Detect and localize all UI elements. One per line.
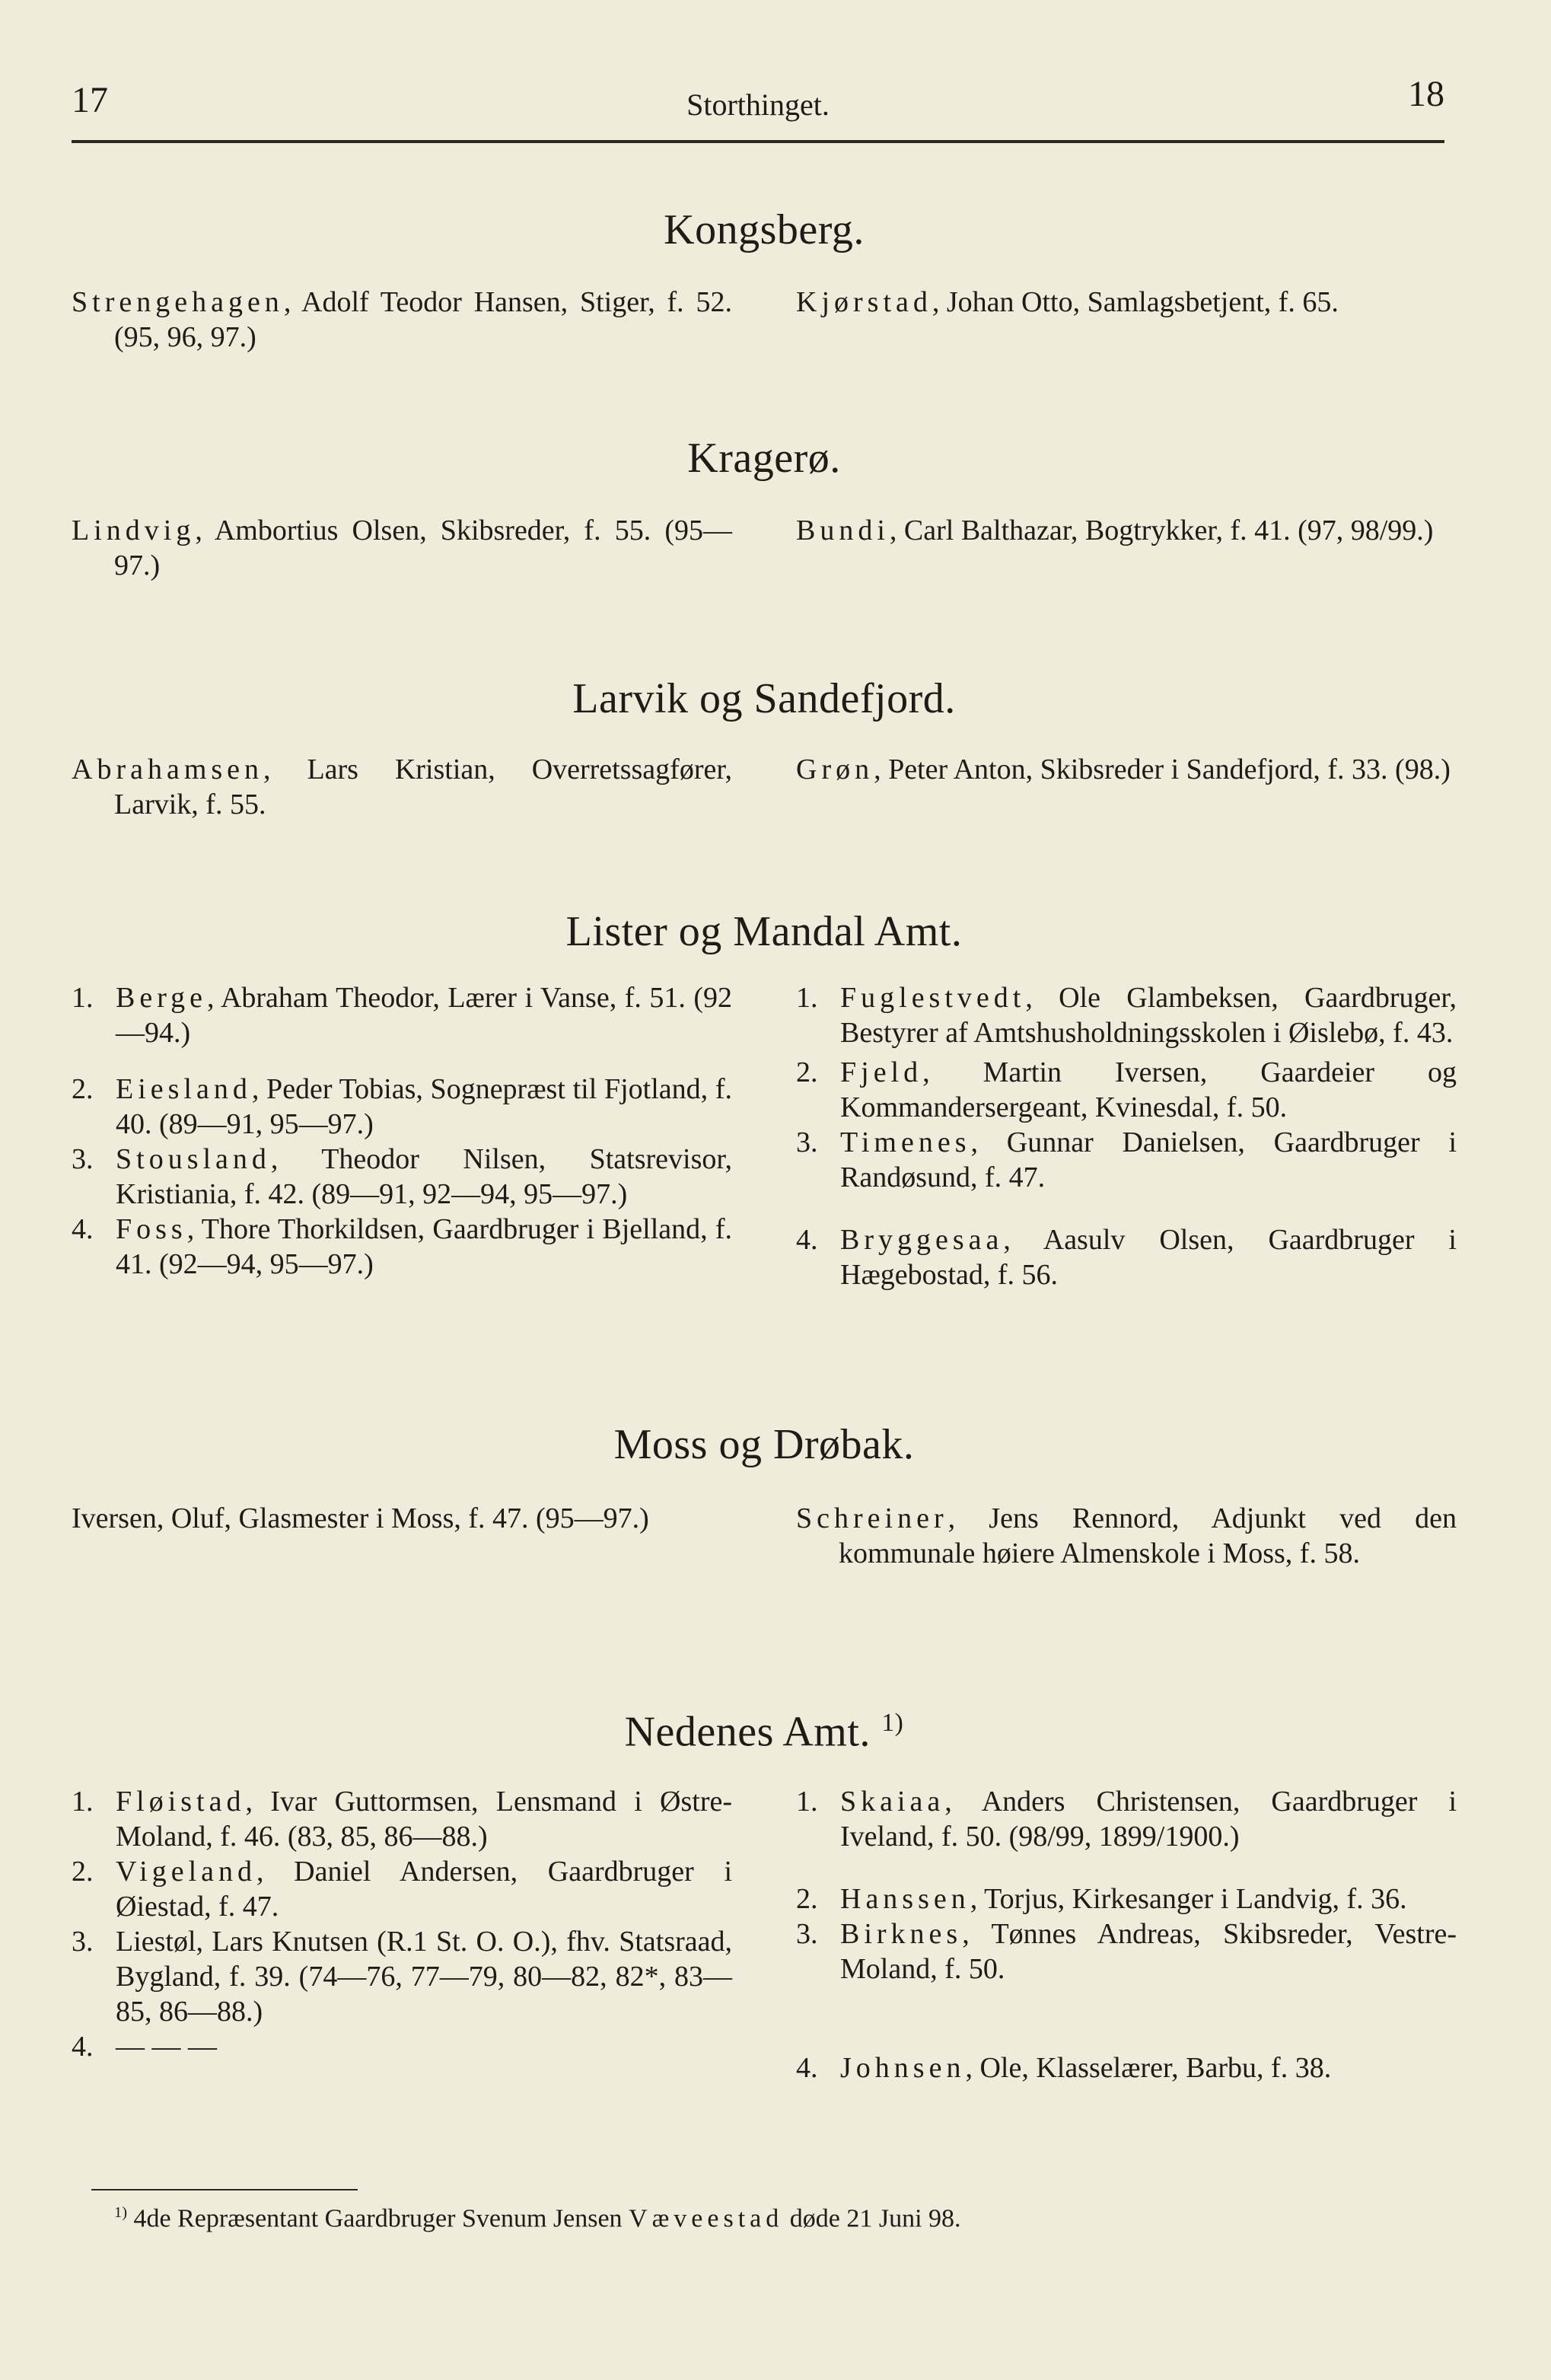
- entry: [796, 980, 1457, 1050]
- footnote: [114, 2204, 961, 2233]
- member-details: , Torjus, Kirkesanger i Landvig, f. 36.: [970, 1882, 1407, 1915]
- member-name: Grøn: [796, 754, 874, 785]
- member-name: Birknes: [840, 1917, 963, 1950]
- footnote-mark: 1): [114, 2204, 127, 2221]
- member-name: Kjørstad: [796, 286, 932, 318]
- member-name: Lindvig: [72, 515, 196, 546]
- member-name: Bundi: [796, 515, 890, 546]
- left-column: [72, 513, 732, 583]
- entry: [72, 1212, 732, 1282]
- member-details: , Ivar Guttormsen, Lensmand i Østre-Moland, f. 46. (83, 85, 86—88.): [116, 1785, 732, 1853]
- running-title: Storthinget.: [686, 88, 830, 122]
- section-title: Kongsberg.: [664, 206, 865, 253]
- entry: [796, 1784, 1457, 1854]
- entry: [72, 1924, 732, 2029]
- entry-number: 4.: [796, 2051, 818, 2084]
- section-lister-og-mandal-amt: [72, 906, 1457, 1292]
- entry-number: 1.: [72, 982, 94, 1014]
- section-moss-og-drobak: [72, 1419, 1457, 1571]
- entry: [796, 513, 1457, 548]
- member-details: , Gunnar Danielsen, Gaardbruger i Randøsund, f. 47.: [840, 1126, 1457, 1193]
- member-name: Stousland: [116, 1143, 271, 1175]
- entry-number: 4.: [72, 1213, 94, 1245]
- entry: [72, 752, 732, 822]
- member-details: , Daniel Andersen, Gaardbruger i Øiestad, f. 47.: [116, 1855, 732, 1923]
- member-details: , Lars Kristian, Overretssagfører, Larvik, f. 55.: [114, 754, 732, 820]
- member-details: , Anders Christensen, Gaardbruger i Iveland, f. 50. (98/99, 1899/1900.): [840, 1785, 1457, 1853]
- vacant-seat-dashes: — — —: [116, 2030, 217, 2063]
- member-details: , Peter Anton, Skibsreder i Sandefjord, f. 33. (98.): [874, 754, 1451, 785]
- entry: [72, 2029, 732, 2064]
- entry-number: 3.: [72, 1143, 94, 1175]
- member-name: Schreiner: [796, 1502, 948, 1534]
- page-header: [72, 73, 1444, 134]
- entry: [72, 285, 732, 355]
- member-details: , Lars Knutsen (R.1 St. O. O.), fhv. Statsraad, Bygland, f. 39. (74—76, 77—79, 80—82, 82*, 83—85, 86—88.): [116, 1925, 732, 2028]
- section-title: [72, 1697, 1457, 1758]
- section-title: Lister og Mandal Amt.: [565, 908, 963, 955]
- member-details: , Aasulv Olsen, Gaardbruger i Hægebostad, f. 56.: [840, 1224, 1457, 1291]
- right-column: [796, 513, 1457, 583]
- section-nedenes-amt: [72, 1697, 1457, 2085]
- entry-number: 1.: [796, 1785, 818, 1818]
- member-name: Abrahamsen: [72, 754, 264, 785]
- entry: [72, 1142, 732, 1212]
- entry-number: 2.: [72, 1855, 94, 1888]
- member-name: Iversen: [72, 1502, 157, 1534]
- member-name: Johnsen: [840, 2051, 966, 2084]
- footnote-name: Væveestad: [629, 2204, 784, 2233]
- entry-number: 3.: [796, 1126, 818, 1158]
- member-name: Berge: [116, 982, 208, 1014]
- entry-number: 2.: [796, 1056, 818, 1088]
- right-column: [796, 980, 1457, 1292]
- right-column: [796, 285, 1457, 355]
- member-name: Fjeld: [840, 1056, 923, 1088]
- member-details: , Ole Glambeksen, Gaardbruger, Bestyrer af Amtshusholdningsskolen i Øislebø, f. 43.: [840, 982, 1457, 1049]
- member-name: Eiesland: [116, 1073, 252, 1105]
- entry-number: 1.: [72, 1785, 94, 1818]
- section-title-text: Nedenes Amt.: [624, 1708, 871, 1756]
- entry: [796, 1222, 1457, 1292]
- entry: [796, 285, 1457, 320]
- entry-number: 3.: [796, 1917, 818, 1950]
- entry-number: 2.: [796, 1882, 818, 1915]
- right-column: [796, 1784, 1457, 2085]
- right-column: [796, 1501, 1457, 1571]
- member-name: Strengehagen: [72, 286, 284, 318]
- member-name: Liestøl: [116, 1925, 196, 1958]
- page-number-left: 17: [72, 80, 108, 120]
- member-details: , Martin Iversen, Gaardeier og Kommandersergeant, Kvinesdal, f. 50.: [840, 1056, 1457, 1123]
- entry: [796, 1881, 1457, 1916]
- member-details: , Johan Otto, Samlagsbetjent, f. 65.: [932, 286, 1339, 318]
- footnote-text-before: 4de Repræsentant Gaardbruger Svenum Jensen: [133, 2204, 629, 2233]
- footnote-text-after: døde 21 Juni 98.: [783, 2204, 961, 2233]
- member-details: , Carl Balthazar, Bogtrykker, f. 41. (97, 98/99.): [889, 515, 1434, 546]
- entry: [72, 1072, 732, 1142]
- member-name: Hanssen: [840, 1882, 970, 1915]
- member-name: Foss: [116, 1213, 187, 1245]
- footnote-reference: 1): [881, 1709, 904, 1737]
- section-title: Moss og Drøbak.: [613, 1421, 915, 1468]
- member-name: Fløistad: [116, 1785, 246, 1818]
- member-name: Skaiaa: [840, 1785, 945, 1818]
- member-details: , Ole, Klasselærer, Barbu, f. 38.: [965, 2051, 1332, 2084]
- entry: [796, 752, 1457, 787]
- left-column: [72, 752, 732, 822]
- entry: [796, 2050, 1457, 2085]
- member-details: , Abraham Theodor, Lærer i Vanse, f. 51. (92—94.): [116, 982, 732, 1049]
- member-details: , Thore Thorkildsen, Gaardbruger i Bjelland, f. 41. (92—94, 95—97.): [116, 1213, 732, 1280]
- member-name: Fuglestvedt: [840, 982, 1026, 1014]
- member-name: Bryggesaa: [840, 1224, 1004, 1256]
- footnote-rule: [91, 2189, 358, 2190]
- member-details: , Theodor Nilsen, Statsrevisor, Kristiania, f. 42. (89—91, 92—94, 95—97.): [116, 1143, 732, 1210]
- entry: [72, 513, 732, 583]
- left-column: [72, 285, 732, 355]
- left-column: [72, 1501, 732, 1571]
- member-details: , Adolf Teodor Hansen, Stiger, f. 52. (95, 96, 97.): [114, 286, 732, 353]
- member-details: , Jens Rennord, Adjunkt ved den kommunale høiere Almenskole i Moss, f. 58.: [839, 1502, 1457, 1569]
- section-kongsberg: [72, 204, 1457, 355]
- left-column: [72, 980, 732, 1292]
- entry: [796, 1916, 1457, 1987]
- entry-number: 4.: [796, 1224, 818, 1256]
- member-details: , Peder Tobias, Sognepræst til Fjotland, f. 40. (89—91, 95—97.): [116, 1073, 732, 1140]
- entry: [72, 980, 732, 1050]
- entry: [72, 1501, 732, 1536]
- entry: [796, 1501, 1457, 1571]
- member-details: , Ambortius Olsen, Skibsreder, f. 55. (95—97.): [114, 515, 732, 581]
- member-name: Vigeland: [116, 1855, 257, 1888]
- section-title: Kragerø.: [687, 435, 841, 482]
- entry-number: 4.: [72, 2030, 94, 2063]
- section-title: Larvik og Sandefjord.: [572, 675, 956, 722]
- entry: [72, 1854, 732, 1924]
- left-column: [72, 1784, 732, 2085]
- entry-number: 2.: [72, 1073, 94, 1105]
- entry-number: 1.: [796, 982, 818, 1014]
- member-name: Timenes: [840, 1126, 971, 1158]
- member-details: , Oluf, Glasmester i Moss, f. 47. (95—97.): [156, 1502, 649, 1534]
- entry: [796, 1055, 1457, 1125]
- section-larvik-og-sandefjord: [72, 673, 1457, 822]
- entry-number: 3.: [72, 1925, 94, 1958]
- section-kragero: [72, 432, 1457, 583]
- entry: [796, 1125, 1457, 1195]
- page-number-right: 18: [1408, 74, 1444, 114]
- member-details: , Tønnes Andreas, Skibsreder, Vestre-Moland, f. 50.: [840, 1917, 1457, 1985]
- header-rule: [72, 140, 1444, 143]
- right-column: [796, 752, 1457, 822]
- entry: [72, 1784, 732, 1854]
